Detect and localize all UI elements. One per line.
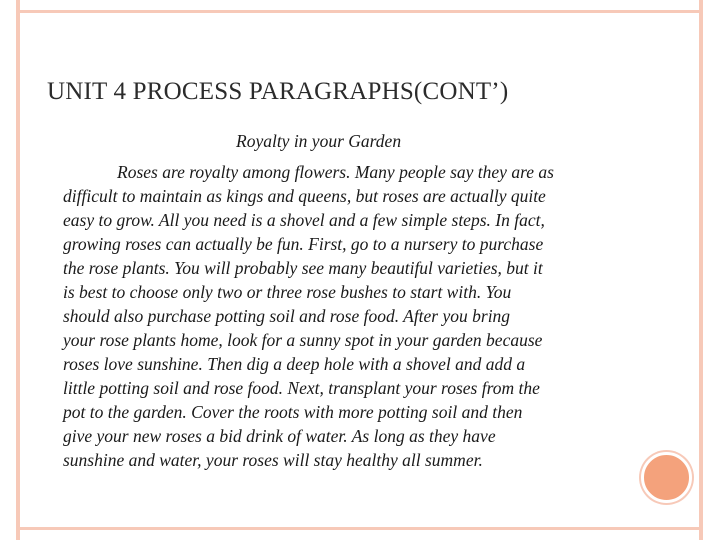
paragraph-line: should also purchase potting soil and rose food. After you bring — [63, 306, 511, 326]
paragraph-line: your rose plants home, look for a sunny spot in your garden because — [63, 330, 543, 350]
paragraph-line: give your new roses a bid drink of water. As long as they have — [63, 426, 496, 446]
paragraph-line: growing roses can actually be fun. First, go to a nursery to purchase — [63, 234, 544, 254]
paragraph-body — [63, 160, 623, 472]
paragraph-line: difficult to maintain as kings and queens, but roses are actually quite — [63, 186, 546, 206]
paragraph-line: is best to choose only two or three rose bushes to start with. You — [63, 282, 512, 302]
paragraph-line: easy to grow. All you need is a shovel and a few simple steps. In fact, — [63, 210, 545, 230]
frame-right-border — [699, 0, 703, 540]
frame-left-border — [16, 0, 20, 540]
frame-bottom-border — [16, 527, 703, 530]
paragraph-line: the rose plants. You will probably see many beautiful varieties, but it — [63, 258, 543, 278]
paragraph-line: pot to the garden. Cover the roots with more potting soil and then — [63, 402, 523, 422]
slide-title: UNIT 4 PROCESS PARAGRAPHS(CONT’) — [47, 78, 509, 105]
paragraph-line: roses love sunshine. Then dig a deep hole with a shovel and add a — [63, 354, 526, 374]
paragraph-line: Roses are royalty among flowers. Many people say they are as — [117, 162, 554, 182]
paragraph-line: sunshine and water, your roses will stay healthy all summer. — [63, 450, 483, 470]
paragraph-title: Royalty in your Garden — [236, 131, 402, 151]
frame-top-border — [16, 10, 703, 13]
decorative-circle — [641, 452, 692, 503]
paragraph-line: little potting soil and rose food. Next, transplant your roses from the — [63, 378, 540, 398]
